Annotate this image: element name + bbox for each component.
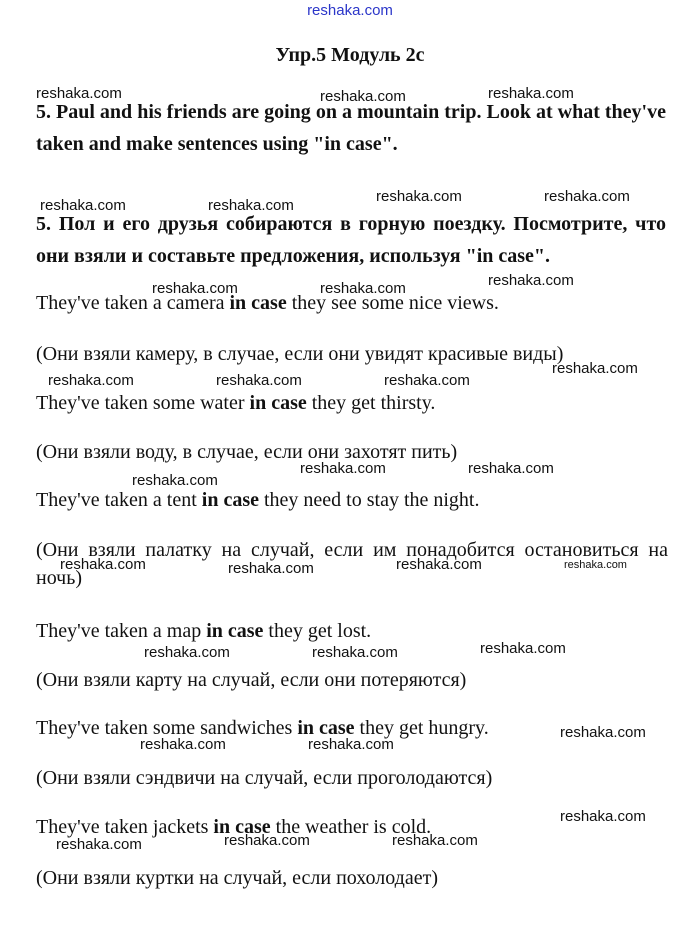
sentence-start: They've taken jackets xyxy=(36,816,214,838)
watermark: reshaka.com xyxy=(152,280,238,297)
watermark: reshaka.com xyxy=(300,460,386,477)
keyword-in-case: in case xyxy=(201,489,259,511)
watermark: reshaka.com xyxy=(544,188,630,205)
watermark: reshaka.com xyxy=(488,85,574,102)
watermark: reshaka.com xyxy=(132,472,218,489)
answer-translation: (Они взяли куртки на случай, если похолодает) xyxy=(36,867,438,889)
sentence-start: They've taken a tent xyxy=(36,489,202,511)
task-english: 5. Paul and his friends are going on a mountain trip. Look at what they've taken and make sentences using "in case". xyxy=(36,101,666,155)
watermark: reshaka.com xyxy=(488,272,574,289)
watermark: reshaka.com xyxy=(320,88,406,105)
answer-translation: (Они взяли воду, в случае, если они захотят пить) xyxy=(36,441,458,463)
page-title: Упр.5 Модуль 2с xyxy=(275,44,425,66)
watermark: reshaka.com xyxy=(144,644,230,661)
watermark: reshaka.com xyxy=(60,556,146,573)
watermark: reshaka.com xyxy=(320,280,406,297)
watermark: reshaka.com xyxy=(480,640,566,657)
watermark: reshaka.com xyxy=(396,556,482,573)
sentence-end: they get lost. xyxy=(263,620,372,642)
sentence-start: They've taken some sandwiches xyxy=(36,717,298,739)
answer-translation: (Они взяли палатку на случай, если им понадобится остановиться на ночь) xyxy=(36,539,668,589)
answer-translation: (Они взяли карту на случай, если они потеряются) xyxy=(36,669,467,691)
answer-sentence xyxy=(36,391,676,415)
watermark: reshaka.com xyxy=(552,360,638,377)
watermark: reshaka.com xyxy=(376,188,462,205)
watermark: reshaka.com xyxy=(564,559,627,571)
watermark: reshaka.com xyxy=(48,372,134,389)
answer-translation: (Они взяли сэндвичи на случай, если проголодаются) xyxy=(36,767,493,789)
watermark: reshaka.com xyxy=(208,197,294,214)
sentence-start: They've taken some water xyxy=(36,392,250,414)
watermark: reshaka.com xyxy=(560,808,646,825)
sentence-end: they need to stay the night. xyxy=(258,489,480,511)
watermark: reshaka.com xyxy=(312,644,398,661)
watermark: reshaka.com xyxy=(560,724,646,741)
answer-sentence xyxy=(36,619,676,643)
site-header-link[interactable]: reshaka.com xyxy=(307,2,393,19)
keyword-in-case: in case xyxy=(213,816,271,838)
watermark: reshaka.com xyxy=(308,736,394,753)
watermark: reshaka.com xyxy=(56,836,142,853)
sentence-end: they see some nice views. xyxy=(286,292,499,314)
answer-sentence xyxy=(36,488,676,512)
task-russian: 5. Пол и его друзья собираются в горную поездку. Посмотрите, что они взяли и составьте предложения, используя "in case". xyxy=(36,213,666,267)
watermark: reshaka.com xyxy=(216,372,302,389)
sentence-start: They've taken a camera xyxy=(36,292,230,314)
watermark: reshaka.com xyxy=(40,197,126,214)
watermark: reshaka.com xyxy=(392,832,478,849)
keyword-in-case: in case xyxy=(297,717,355,739)
watermark: reshaka.com xyxy=(228,560,314,577)
watermark: reshaka.com xyxy=(224,832,310,849)
keyword-in-case: in case xyxy=(249,392,307,414)
answer-translation: (Они взяли камеру, в случае, если они увидят красивые виды) xyxy=(36,343,564,365)
keyword-in-case: in case xyxy=(229,292,287,314)
watermark: reshaka.com xyxy=(36,85,122,102)
sentence-end: they get thirsty. xyxy=(306,392,436,414)
sentence-end: the weather is cold. xyxy=(270,816,432,838)
watermark: reshaka.com xyxy=(384,372,470,389)
sentence-start: They've taken a map xyxy=(36,620,207,642)
watermark: reshaka.com xyxy=(140,736,226,753)
sentence-end: they get hungry. xyxy=(354,717,489,739)
watermark: reshaka.com xyxy=(468,460,554,477)
keyword-in-case: in case xyxy=(206,620,264,642)
